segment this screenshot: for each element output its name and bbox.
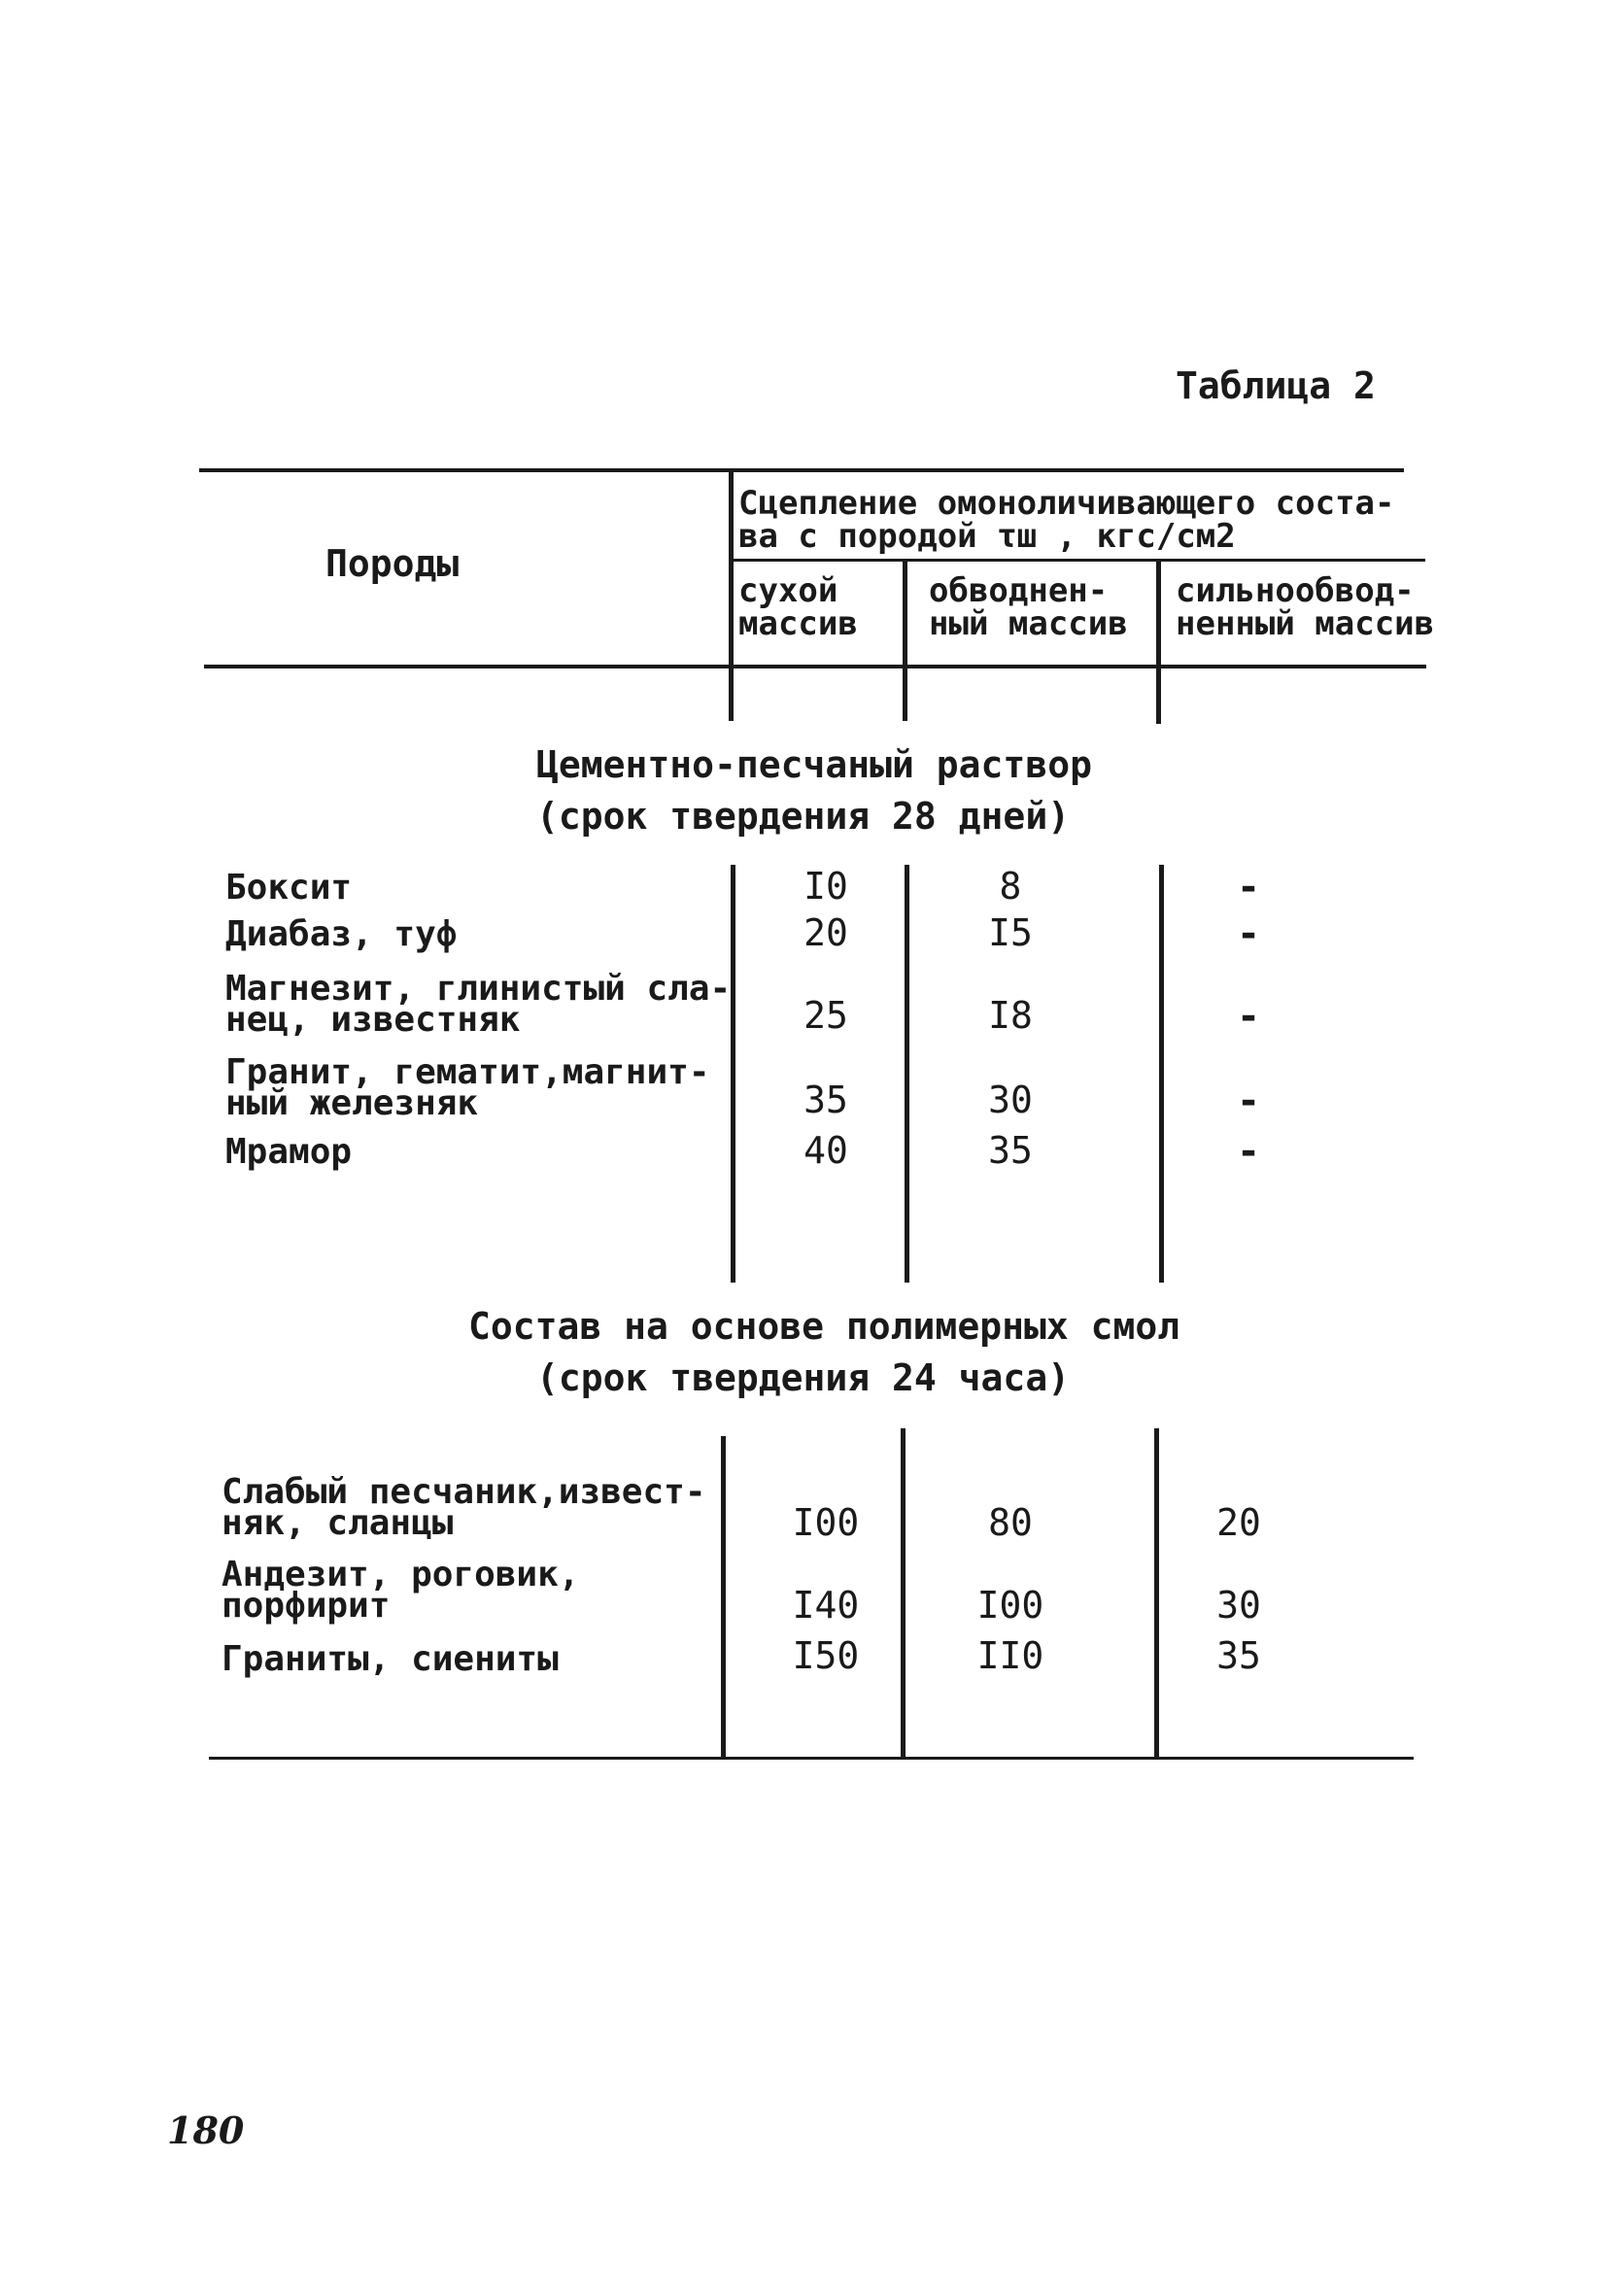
col-divider-2 xyxy=(903,561,907,721)
section1-title-line1: Цементно-песчаный раствор xyxy=(536,743,1092,786)
col-divider-3-s2 xyxy=(1154,1428,1159,1759)
col-divider-3-s1 xyxy=(1159,865,1164,1283)
value-very-wet: 35 xyxy=(1216,1634,1261,1677)
value-dry: I0 xyxy=(803,865,848,908)
value-dry: 35 xyxy=(803,1079,848,1121)
value-very-wet: - xyxy=(1236,994,1261,1039)
header-very-wet-line2: ненный массив xyxy=(1176,604,1435,643)
col-divider-2-s2 xyxy=(901,1428,906,1759)
rock-name: Гранит, гематит,магнит- xyxy=(225,1052,710,1092)
header-group-line1: Сцепление омоноличивающего соста- xyxy=(738,484,1395,523)
section2-title-line2: (срок твердения 24 часа) xyxy=(536,1356,1071,1399)
header-dry-line1: сухой xyxy=(738,571,838,610)
table-bottom-rule xyxy=(209,1757,1414,1760)
value-dry: 20 xyxy=(803,911,848,954)
value-wet: I5 xyxy=(988,911,1033,954)
rock-name-cont: няк, сланцы xyxy=(222,1503,454,1543)
value-very-wet: - xyxy=(1236,865,1261,909)
value-wet: II0 xyxy=(976,1634,1044,1677)
section2-title-line1: Состав на основе полимерных смол xyxy=(468,1305,1180,1348)
col-divider-3 xyxy=(1156,561,1161,724)
section1-title-line2: (срок твердения 28 дней) xyxy=(536,795,1071,838)
value-wet: 8 xyxy=(999,865,1022,908)
header-bottom-rule xyxy=(204,665,1426,668)
header-group-rule xyxy=(731,559,1425,562)
header-rocks: Породы xyxy=(325,542,460,585)
col-divider-1-s1 xyxy=(731,865,735,1283)
rock-name: Слабый песчаник,извест- xyxy=(222,1472,706,1512)
header-wet-line1: обводнен- xyxy=(929,571,1109,610)
rock-name-cont: ный железняк xyxy=(225,1083,479,1123)
value-very-wet: - xyxy=(1236,1079,1261,1123)
value-wet: 30 xyxy=(988,1079,1033,1121)
rock-name: Магнезит, глинистый сла- xyxy=(225,969,732,1009)
value-very-wet: 30 xyxy=(1216,1584,1261,1627)
value-wet: 35 xyxy=(988,1129,1033,1172)
col-divider-2-s1 xyxy=(905,865,909,1283)
value-wet: I00 xyxy=(976,1584,1044,1627)
rock-name-cont: порфирит xyxy=(222,1586,391,1626)
value-very-wet: - xyxy=(1236,1129,1261,1174)
rock-name: Мрамор xyxy=(225,1132,353,1172)
rock-name: Граниты, сиениты xyxy=(222,1639,559,1679)
value-dry: I00 xyxy=(792,1501,860,1544)
header-wet-line2: ный массив xyxy=(929,604,1128,643)
col-divider-1-s2 xyxy=(721,1436,726,1759)
value-dry: I40 xyxy=(792,1584,860,1627)
col-divider-1 xyxy=(729,470,734,721)
table-label: Таблица 2 xyxy=(1176,364,1376,407)
header-very-wet-line1: сильнообвод- xyxy=(1176,571,1415,610)
rock-name: Боксит xyxy=(225,868,353,908)
page-number: 180 xyxy=(167,2108,245,2152)
table-top-rule xyxy=(199,468,1404,472)
rock-name: Андезит, роговик, xyxy=(222,1555,580,1594)
value-very-wet: 20 xyxy=(1216,1501,1261,1544)
header-dry-line2: массив xyxy=(738,604,858,643)
rock-name: Диабаз, туф xyxy=(225,914,458,954)
value-wet: I8 xyxy=(988,994,1033,1037)
value-dry: I50 xyxy=(792,1634,860,1677)
rock-name-cont: нец, известняк xyxy=(225,1000,521,1040)
header-group-line2: ва с породой τш , кгс/см2 xyxy=(738,517,1236,556)
value-dry: 40 xyxy=(803,1129,848,1172)
value-very-wet: - xyxy=(1236,911,1261,956)
value-wet: 80 xyxy=(988,1501,1033,1544)
value-dry: 25 xyxy=(803,994,848,1037)
